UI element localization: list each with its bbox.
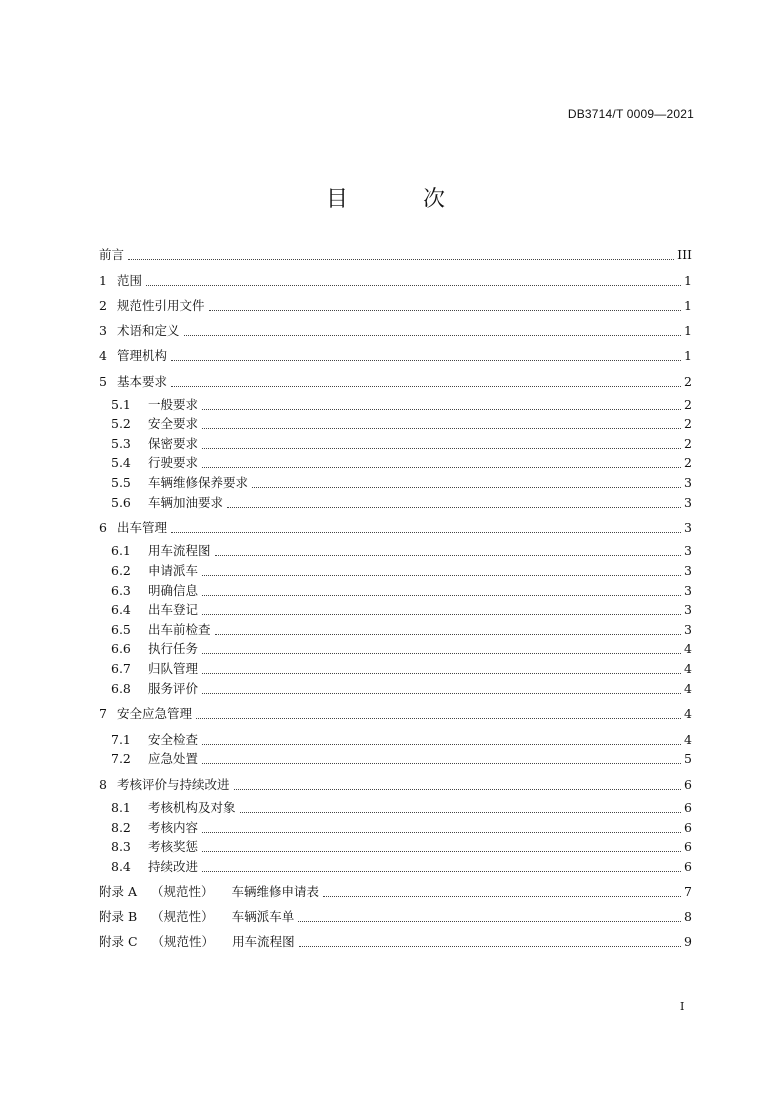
toc-entry-label: 安全应急管理 [117,706,193,721]
toc-entry-number: 6.5 [111,622,131,637]
toc-entry-page: 1 [684,298,692,313]
toc-entry-page: 2 [684,374,692,389]
toc-entry-label: 基本要求 [117,374,168,389]
toc-entry[interactable] [111,750,692,768]
toc-entry-label: 归队管理 [148,661,199,676]
toc-entry-page: 6 [684,777,692,792]
toc-entry[interactable] [111,680,692,698]
toc-entry-number: 7 [99,706,107,721]
toc-entry-label: 应急处置 [148,751,199,766]
dot-leader [240,811,682,813]
toc-entry[interactable] [111,542,692,560]
toc-entry[interactable] [111,858,692,876]
page-number: I [680,1000,685,1013]
toc-entry-page: 2 [684,436,692,451]
dot-leader [146,284,681,286]
toc-entry-page: 3 [684,583,692,598]
toc-entry-number: 5.2 [111,416,131,431]
dot-leader [234,788,682,790]
toc-entry[interactable] [111,640,692,658]
dot-leader [196,717,681,719]
toc-entry-label: 出车登记 [148,602,199,617]
toc-entry[interactable] [99,776,692,794]
toc-entry-number: 6.8 [111,681,131,696]
dot-leader [298,920,681,922]
toc-entry[interactable] [111,819,692,837]
toc-entry-label: 考核奖惩 [148,839,199,854]
toc-entry-label: 安全检查 [148,732,199,747]
dot-leader [202,672,681,674]
toc-entry-label: 范围 [117,273,143,288]
dot-leader [202,831,681,833]
toc-appendix-entry[interactable] [99,933,692,951]
dot-leader [299,945,681,947]
toc-entry[interactable] [99,322,692,340]
dot-leader [252,486,681,488]
toc-entry-number: 5 [99,374,107,389]
toc-entry-number: 7.1 [111,732,131,747]
dot-leader [202,652,681,654]
toc-entry-number: 5.1 [111,397,131,412]
dot-leader [202,427,681,429]
toc-entry-label: 考核内容 [148,820,199,835]
dot-leader [323,895,681,897]
toc-entry-page: 3 [684,622,692,637]
toc-entry-number: 6.2 [111,563,131,578]
toc-entry-page: 6 [684,820,692,835]
toc-entry-label: 前言 [99,247,125,262]
dot-leader [215,633,682,635]
page-title: 目 次 [326,187,479,212]
toc-entry[interactable] [99,347,692,365]
toc-entry-page: 1 [684,323,692,338]
toc-entry-label: 保密要求 [148,436,199,451]
toc-entry-number: 6.7 [111,661,131,676]
toc-entry-label: 申请派车 [148,563,199,578]
toc-entry-page: 5 [684,751,692,766]
toc-entry-page: 8 [684,909,692,924]
toc-entry-label: 安全要求 [148,416,199,431]
toc-entry-number: 附录 C [99,934,138,949]
toc-entry-page: 2 [684,455,692,470]
toc-entry-number: 6.4 [111,602,131,617]
dot-leader [202,447,681,449]
toc-entry-number: 5.5 [111,475,131,490]
toc-entry-number: 8.2 [111,820,131,835]
toc-entry-page: 6 [684,800,692,815]
toc-entry[interactable] [111,799,692,817]
toc-entry-number: 8.4 [111,859,131,874]
toc-entry[interactable] [99,373,692,391]
toc-entry-label: 车辆维修申请表 [231,884,320,899]
toc-entry-number: 6.3 [111,583,131,598]
toc-entry-page: 2 [684,397,692,412]
toc-entry-page: 1 [684,273,692,288]
toc-entry-page: 4 [684,641,692,656]
toc-entry-label: 术语和定义 [117,323,180,338]
dot-leader [227,506,681,508]
dot-leader [202,613,681,615]
toc-entry-page: 4 [684,681,692,696]
toc-appendix-entry[interactable] [99,908,692,926]
toc-entry-number: 8.3 [111,839,131,854]
toc-entry-label: 一般要求 [148,397,199,412]
toc-entry-label: 服务评价 [148,681,199,696]
toc-entry-page: 1 [684,348,692,363]
toc-entry[interactable] [111,454,692,472]
toc-entry-number: 5.3 [111,436,131,451]
toc-entry[interactable] [111,660,692,678]
toc-entry-page: 7 [684,884,692,899]
toc-entry-label: 行驶要求 [148,455,199,470]
toc-entry-label: 车辆维修保养要求 [148,475,249,490]
toc-entry[interactable] [111,582,692,600]
toc-entry[interactable] [111,474,692,492]
toc-entry[interactable] [99,272,692,290]
toc-entry-number: 8 [99,777,107,792]
toc-entry-label: 管理机构 [117,348,168,363]
toc-entry[interactable] [99,246,692,264]
toc-entry-label: 出车前检查 [148,622,211,637]
toc-entry-number: 附录 B [99,909,138,924]
toc-entry[interactable] [111,621,692,639]
toc-entry-label: 考核机构及对象 [148,800,236,815]
toc-appendix-kind: （规范性） [151,934,215,949]
dot-leader [171,385,681,387]
toc-entry-page: 3 [684,475,692,490]
toc-entry-number: 5.4 [111,455,131,470]
toc-entry-label: 执行任务 [148,641,199,656]
toc-entry-page: III [677,247,692,262]
toc-entry[interactable] [99,705,692,723]
dot-leader [202,594,681,596]
toc-entry-number: 6.1 [111,543,131,558]
dot-leader [202,870,681,872]
dot-leader [202,466,681,468]
document-number: DB3714/T 0009—2021 [567,107,694,121]
toc-entry-page: 3 [684,520,692,535]
toc-entry-number: 3 [99,323,107,338]
dot-leader [184,334,682,336]
toc-appendix-kind: （规范性） [151,884,214,899]
dot-leader [202,692,681,694]
toc-entry-page: 3 [684,602,692,617]
dot-leader [215,554,682,556]
toc-entry-label: 车辆加油要求 [148,495,224,510]
dot-leader [171,359,681,361]
toc-entry[interactable] [111,838,692,856]
toc-entry-label: 明确信息 [148,583,199,598]
toc-entry[interactable] [111,396,692,414]
toc-appendix-entry[interactable] [99,883,692,901]
toc-entry-label: 用车流程图 [148,543,211,558]
toc-entry-number: 7.2 [111,751,131,766]
toc-entry-page: 3 [684,543,692,558]
toc-entry[interactable] [99,297,692,315]
toc-entry-page: 4 [684,661,692,676]
dot-leader [202,408,681,410]
toc-entry-number: 1 [99,273,107,288]
toc-entry-number: 6 [99,520,107,535]
toc-entry-label: 出车管理 [117,520,168,535]
toc-entry[interactable] [111,601,692,619]
toc-entry[interactable] [111,415,692,433]
toc-entry-number: 8.1 [111,800,131,815]
toc-entry-number: 6.6 [111,641,131,656]
toc-entry-page: 6 [684,859,692,874]
toc-entry-number: 2 [99,298,107,313]
dot-leader [171,531,681,533]
toc-entry-label: 考核评价与持续改进 [117,777,230,792]
toc-entry-page: 4 [684,732,692,747]
toc-entry-page: 4 [684,706,692,721]
toc-entry-page: 6 [684,839,692,854]
toc-entry-label: 规范性引用文件 [117,298,205,313]
toc-appendix-kind: （规范性） [151,909,214,924]
toc-entry[interactable] [111,562,692,580]
toc-entry[interactable] [111,731,692,749]
dot-leader [128,258,674,260]
toc-entry-page: 9 [684,934,692,949]
dot-leader [209,309,682,311]
dot-leader [202,743,681,745]
toc-entry-number: 附录 A [99,884,138,899]
toc-entry-number: 4 [99,348,107,363]
dot-leader [202,762,681,764]
toc-entry-label: 车辆派车单 [231,909,295,924]
toc-entry[interactable] [111,494,692,512]
toc-entry-label: 用车流程图 [232,934,295,949]
dot-leader [202,574,681,576]
toc-entry-label: 持续改进 [148,859,199,874]
toc-entry[interactable] [111,435,692,453]
toc-entry[interactable] [99,519,692,537]
toc-entry-page: 3 [684,495,692,510]
toc-entry-page: 3 [684,563,692,578]
toc-entry-number: 5.6 [111,495,131,510]
toc-entry-page: 2 [684,416,692,431]
dot-leader [202,850,681,852]
